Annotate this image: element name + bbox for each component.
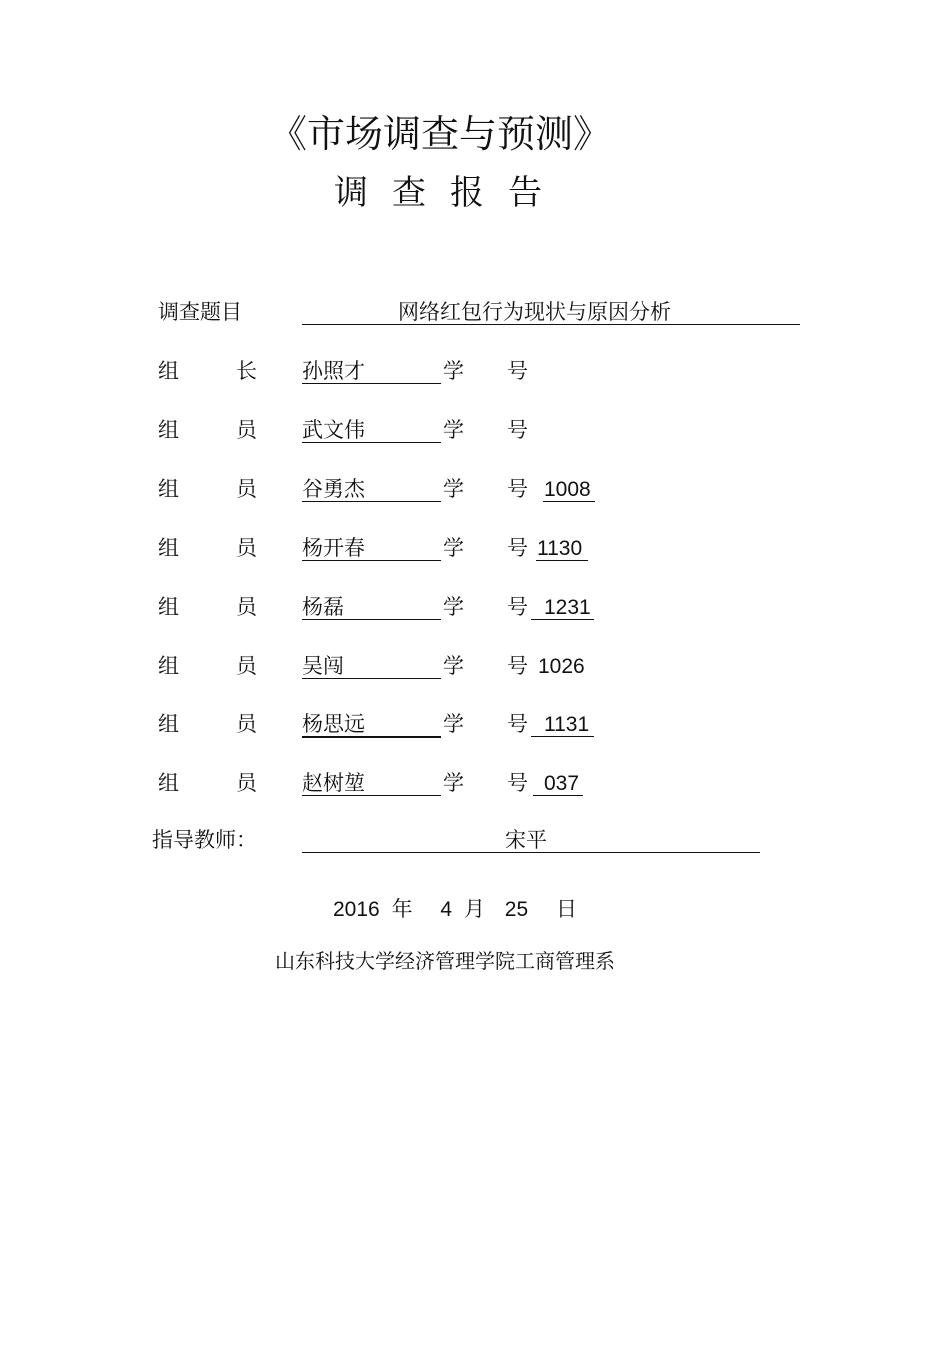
member-row: [0, 593, 950, 627]
student-id: 1026: [538, 655, 585, 678]
student-id-field: [543, 475, 595, 502]
student-id-field: [533, 769, 583, 796]
student-id-label-2: 号: [507, 418, 528, 442]
member-row: [0, 652, 950, 686]
member-row: [0, 475, 950, 509]
student-id: 1008: [544, 478, 591, 501]
member-name: 赵树堃: [302, 771, 365, 795]
role-char-1: 组: [158, 654, 179, 678]
role-char-1: 组: [158, 418, 179, 442]
member-name-field: [302, 534, 441, 561]
member-name-field: [302, 357, 441, 384]
report-subtitle: 调查报告: [334, 173, 566, 213]
date-year-unit: 年: [391, 898, 413, 921]
role-char-1: 组: [158, 536, 179, 560]
role-char-2: 员: [236, 654, 257, 678]
role-char-2: 员: [236, 477, 257, 501]
member-row: [0, 769, 950, 803]
role-char-1: 组: [158, 595, 179, 619]
student-id: 1130: [537, 537, 583, 560]
member-row: [0, 534, 950, 568]
student-id-label-2: 号: [507, 536, 528, 560]
role-char-1: 组: [158, 359, 179, 383]
student-id: 1131: [544, 713, 590, 736]
member-name-field: [302, 593, 441, 620]
topic-value: 网络红包行为现状与原因分析: [398, 300, 671, 324]
date-day: 25: [504, 898, 529, 921]
member-name: 杨磊: [302, 595, 344, 619]
student-id: 037: [544, 772, 580, 795]
student-id-label-1: 学: [443, 654, 464, 678]
student-id-label-1: 学: [443, 477, 464, 501]
student-id-label-1: 学: [443, 712, 464, 736]
student-id-label-2: 号: [507, 359, 528, 383]
student-id-label-1: 学: [443, 771, 464, 795]
date-year: 2016: [333, 898, 380, 921]
student-id-label-2: 号: [507, 477, 528, 501]
member-name-field: [302, 416, 441, 443]
member-name: 武文伟: [302, 418, 365, 442]
date-month: 4: [440, 898, 453, 921]
role-char-2: 员: [236, 771, 257, 795]
student-id-label-2: 号: [507, 712, 528, 736]
role-char-2: 员: [236, 595, 257, 619]
organization: 山东科技大学经济管理学院工商管理系: [275, 949, 615, 973]
topic-label: 调查题目: [158, 300, 242, 324]
student-id-label-2: 号: [507, 595, 528, 619]
student-id: 1231: [544, 596, 591, 619]
role-char-2: 员: [236, 418, 257, 442]
role-char-1: 组: [158, 477, 179, 501]
member-row: [0, 710, 950, 744]
member-name: 杨开春: [302, 536, 365, 560]
member-name-field: [302, 475, 441, 502]
role-char-1: 组: [158, 712, 179, 736]
date-day-unit: 日: [555, 898, 577, 921]
student-id-label-1: 学: [443, 418, 464, 442]
date-month-unit: 月: [463, 898, 485, 921]
advisor-name: 宋平: [505, 828, 547, 852]
member-name: 孙照才: [302, 359, 365, 383]
student-id-field: [536, 534, 588, 561]
role-char-2: 员: [236, 712, 257, 736]
role-char-1: 组: [158, 771, 179, 795]
student-id-field: [537, 652, 597, 678]
student-id-field: [531, 593, 594, 620]
topic-field: [302, 298, 800, 325]
student-id-field: [531, 710, 594, 737]
member-name-field: [302, 710, 441, 738]
member-name-field: [302, 652, 441, 679]
member-row: [0, 416, 950, 450]
role-char-2: 员: [236, 536, 257, 560]
member-name: 杨思远: [302, 712, 365, 736]
student-id-label-1: 学: [443, 359, 464, 383]
student-id-label-2: 号: [507, 771, 528, 795]
member-row-leader: [0, 357, 950, 391]
student-id-label-1: 学: [443, 595, 464, 619]
role-char-2: 长: [236, 359, 257, 383]
advisor-label: 指导教师：: [152, 828, 257, 852]
report-title: 《市场调查与预测》: [268, 112, 611, 156]
student-id-label-1: 学: [443, 536, 464, 560]
report-date: [0, 896, 910, 924]
member-name-field: [302, 769, 441, 796]
member-name: 谷勇杰: [302, 477, 365, 501]
member-name: 吴闯: [302, 654, 344, 678]
advisor-field: [302, 826, 760, 853]
student-id-label-2: 号: [507, 654, 528, 678]
